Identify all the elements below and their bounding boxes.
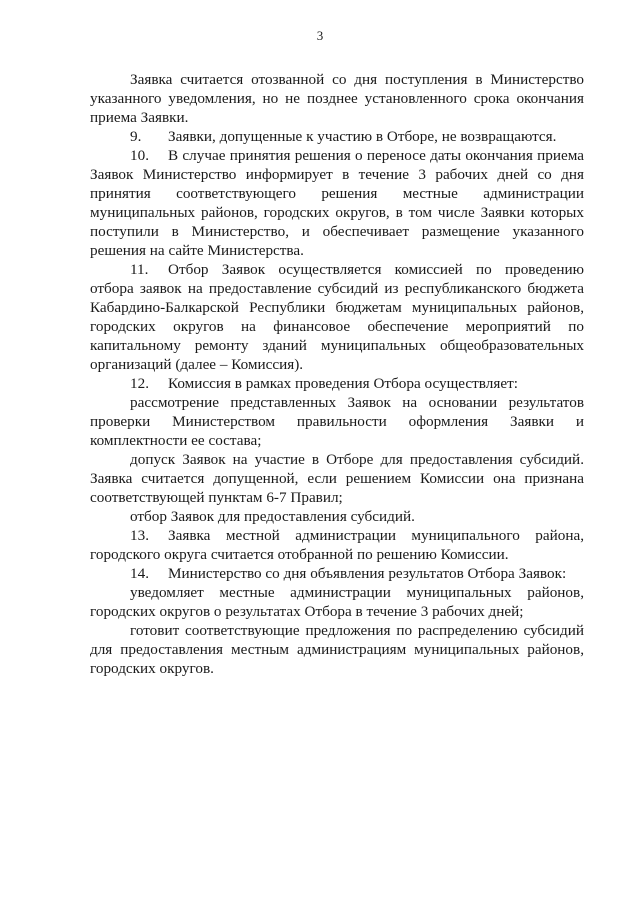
paragraph xyxy=(90,621,584,678)
paragraph-text: Заявка местной администрации муниципального района, городского округа считается отобранной по решению Комиссии. xyxy=(90,527,584,563)
paragraph-text: В случае принятия решения о переносе даты окончания приема Заявок Министерство информирует в течение 3 рабочих дней со дня принятия соответствующего решения местные администрации муниципальных районов, городских округов, в том числе Заявки которых поступили в Министерство, и обеспечивает размещение указанного решения на сайте Министерства. xyxy=(90,147,584,259)
paragraph-text: Министерство со дня объявления результатов Отбора Заявок: xyxy=(168,565,567,582)
paragraph xyxy=(90,260,584,374)
paragraph xyxy=(90,564,584,583)
paragraph xyxy=(90,450,584,507)
clause-number: 13. xyxy=(130,527,149,544)
clause-number: 9. xyxy=(130,128,142,145)
clause-number: 10. xyxy=(130,147,149,164)
paragraph-text: готовит соответствующие предложения по распределению субсидий для предоставления местным администрациям муниципальных районов, городских округов. xyxy=(90,622,584,677)
paragraph xyxy=(90,526,584,564)
paragraph-text: Заявка считается отозванной со дня поступления в Министерство указанного уведомления, но не позднее установленного срока окончания приема Заявки. xyxy=(90,71,584,126)
paragraph-text: Отбор Заявок осуществляется комиссией по проведению отбора заявок на предоставление субсидий из республиканского бюджета Кабардино-Балкарской Республики бюджетам муниципальных районов, городских округов на финансовое обеспечение мероприятий по капитальному ремонту зданий муниципальных общеобразовательных организаций (далее – Комиссия). xyxy=(90,261,584,373)
page-number: 3 xyxy=(316,28,324,43)
paragraph-text: допуск Заявок на участие в Отборе для предоставления субсидий. Заявка считается допущенной, если решением Комиссии она признана соответствующей пунктам 6-7 Правил; xyxy=(90,451,584,506)
paragraph-text: Заявки, допущенные к участию в Отборе, не возвращаются. xyxy=(168,128,557,145)
paragraph xyxy=(90,393,584,450)
paragraph xyxy=(90,583,584,621)
document-body xyxy=(90,70,584,678)
paragraph-text: рассмотрение представленных Заявок на основании результатов проверки Министерством правильности оформления Заявки и комплектности ее состава; xyxy=(90,394,584,449)
paragraph xyxy=(90,374,584,393)
clause-number: 11. xyxy=(130,261,149,278)
clause-number: 14. xyxy=(130,565,149,582)
paragraph-text: отбор Заявок для предоставления субсидий. xyxy=(130,508,415,525)
paragraph xyxy=(90,127,584,146)
paragraph-text: Комиссия в рамках проведения Отбора осуществляет: xyxy=(168,375,518,392)
paragraph xyxy=(90,507,584,526)
paragraph xyxy=(90,146,584,260)
clause-number: 12. xyxy=(130,375,149,392)
paragraph-text: уведомляет местные администрации муниципальных районов, городских округов о результатах Отбора в течение 3 рабочих дней; xyxy=(90,584,584,620)
paragraph xyxy=(90,70,584,127)
